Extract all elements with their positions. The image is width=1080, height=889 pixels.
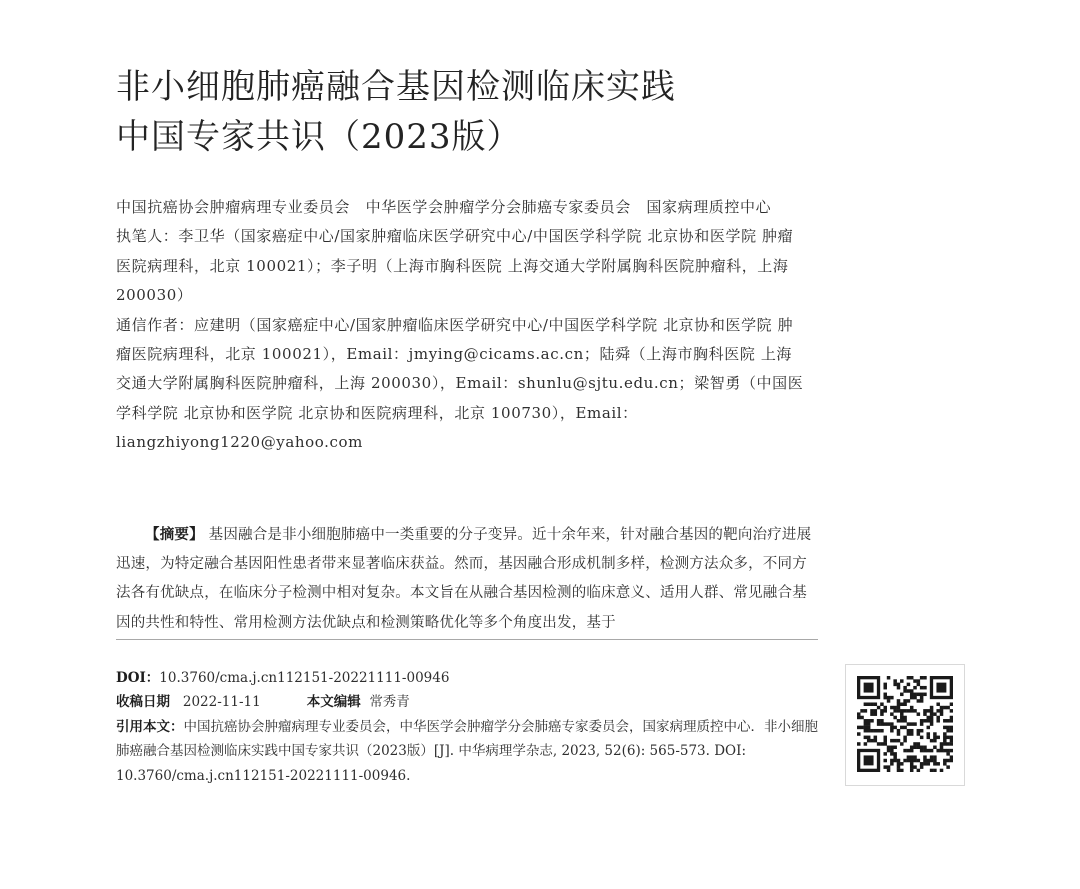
editor-name: 常秀青 <box>369 694 410 711</box>
abstract-text: 基因融合是非小细胞肺癌中一类重要的分子变异。近十余年来，针对融合基因的靶向治疗进展迅速，为特定融合基因阳性患者带来显著临床获益。然而，基因融合形成机制多样，检测方法众多，不同方法各有优缺点，在临床分子检测中相对复杂。本文旨在从融合基因检测的临床意义、适用人群、常见融合基因的共性和特性、常用检测方法优缺点和检测策略优化等多个角度出发，基于 <box>116 527 812 631</box>
abstract-label: 【摘要】 <box>145 526 204 543</box>
author-organizations: 中国抗癌协会肿瘤病理专业委员会 中华医学会肿瘤学分会肺癌专家委员会 国家病理质控中心 <box>116 198 772 216</box>
doi-label: DOI： <box>116 670 160 686</box>
citation-text: 中国抗癌协会肿瘤病理专业委员会，中华医学会肿瘤学分会肺癌专家委员会，国家病理质控中心．非小细胞肺癌融合基因检测临床实践中国专家共识（2023版）[J]. 中华病理学杂志, 2023, 52(6): 565-573. DOI: 10.3760/cma.j.cn112151-20221111-00946. <box>116 718 818 784</box>
author-block <box>116 193 806 458</box>
writers-statement: 执笔人：李卫华（国家癌症中心/国家肿瘤临床医学研究中心/中国医学科学院 北京协和医学院 肿瘤医院病理科，北京 100021）；李子明（上海市胸科医院 上海交通大学附属胸科医院肿瘤科，上海 200030） <box>116 227 794 305</box>
citation-label: 引用本文： <box>116 718 184 735</box>
title-line-2: 中国专家共识（2023版） <box>116 117 522 157</box>
corresponding-authors: 通信作者：应建明（国家癌症中心/国家肿瘤临床医学研究中心/中国医学科学院 北京协和医学院 肿瘤医院病理科，北京 100021），Email：jmying@cicams.ac.cn；陆舜（上海市胸科医院 上海交通大学附属胸科医院肿瘤科，上海 200030），Email：shunlu@sjtu.edu.cn；梁智勇（中国医学科学院 北京协和医学院 北京协和医院病理科，北京 100730），Email：liangzhiyong1220@yahoo.com <box>116 315 804 452</box>
doi-value[interactable]: 10.3760/cma.j.cn112151-20221111-00946 <box>159 670 450 686</box>
received-date: 2022-11-11 <box>182 694 261 711</box>
received-editor-line <box>116 690 822 714</box>
abstract <box>116 520 816 638</box>
qr-code[interactable] <box>845 664 965 786</box>
section-divider <box>116 639 818 640</box>
title-line-1: 非小细胞肺癌融合基因检测临床实践 <box>116 67 676 107</box>
article-info <box>116 666 822 788</box>
editor-label: 本文编辑 <box>306 694 361 711</box>
received-label: 收稿日期 <box>116 694 170 711</box>
citation <box>116 715 822 788</box>
doi-line <box>116 666 822 690</box>
qr-code-icon <box>857 676 953 772</box>
article-title <box>116 62 816 162</box>
